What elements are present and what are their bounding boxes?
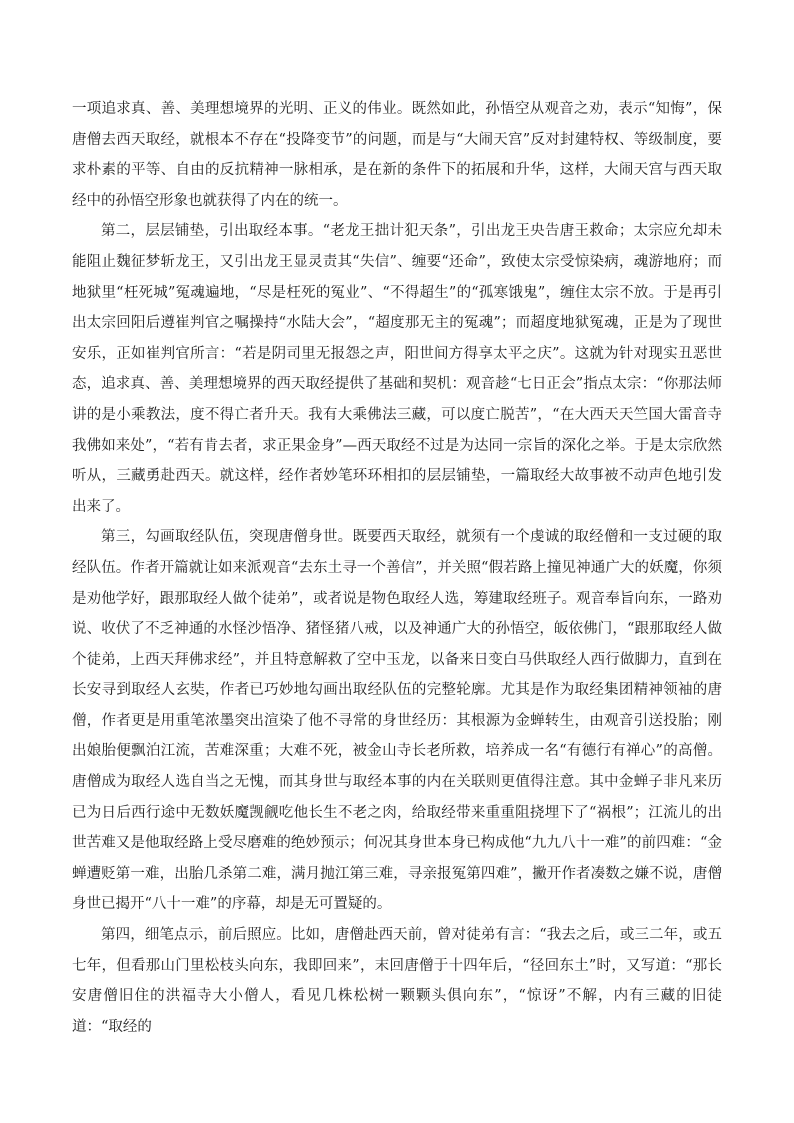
paragraph-2: 第二，层层铺垫，引出取经本事。“老龙王拙计犯天条”，引出龙王央告唐王救命；太宗应允却未能阻止魏征梦斩龙王，又引出龙王显灵责其“失信”、缠要“还命”，致使太宗受惊染病，魂游地府；而地狱里“枉死城”冤魂遍地，“尽是枉死的冤业”、“不得超生”的“孤寒饿鬼”，缠住太宗不放。于是再引出太宗回阳后遵崔判官之嘱操持“水陆大会”，“超度那无主的冤魂”；而超度地狱冤魂，正是为了现世安乐，正如崔判官所言：“若是阴司里无报怨之声，阳世间方得享太平之庆”。这就为针对现实丑恶世态，追求真、善、美理想境界的西天取经提供了基础和契机：观音趁“七日正会”指点太宗：“你那法师讲的是小乘教法，度不得亡者升天。我有大乘佛法三藏，可以度亡脱苦”，“在大西天天竺国大雷音寺我佛如来处”，“若有肯去者，求正果金身”—西天取经不过是为达同一宗旨的深化之举。于是太宗欣然听从，三藏勇赴西天。就这样，经作者妙笔环环相扣的层层铺垫，一篇取经大故事被不动声色地引发出来了。 [72, 223, 722, 515]
paragraph-4: 第四，细笔点示，前后照应。比如，唐僧赴西天前，曾对徒弟有言：“我去之后，或三二年，或五七年，但看那山门里松枝头向东，我即回来”，末回唐僧于十四年后，“径回东土”时，又写道：“那长安唐僧旧住的洪福寺大小僧人，看见几株松树一颗颗头俱向东”，“惊讶”不解，内有三藏的旧徒道：“取经的 [72, 927, 722, 1035]
paragraph-3: 第三，勾画取经队伍，突现唐僧身世。既要西天取经，就须有一个虔诚的取经僧和一支过硬的取经队伍。作者开篇就让如来派观音“去东土寻一个善信”，并关照“假若路上撞见神通广大的妖魔，你须是劝他学好，跟那取经人做个徒弟”，或者说是物色取经人选，筹建取经班子。观音奉旨向东，一路劝说、收伏了不乏神通的水怪沙悟净、猪怪猪八戒，以及神通广大的孙悟空，皈依佛门，“跟那取经人做个徒弟，上西天拜佛求经”，并且特意解救了空中玉龙，以备来日变白马供取经人西行做脚力，直到在长安寻到取经人玄奘，作者已巧妙地勾画出取经队伍的完整轮廓。尤其是作为取经集团精神领袖的唐僧，作者更是用重笔浓墨突出渲染了他不寻常的身世经历：其根源为金蝉转生，由观音引送投胎；刚出娘胎便飘泊江流，苦难深重；大难不死，被金山寺长老所救，培养成一名“有德行有禅心”的高僧。唐僧成为取经人选自当之无愧，而其身世与取经本事的内在关联则更值得注意。其中金蝉子非凡来历已为日后西行途中无数妖魔觊觎吃他长生不老之肉，给取经带来重重阻挠埋下了“祸根”；江流儿的出世苦难又是他取经路上受尽磨难的绝妙预示；何况其身世本身已构成他“九九八十一难”的前四难：“金蝉遭贬第一难，出胎几杀第二难，满月抛江第三难，寻亲报冤第四难”，撇开作者凑数之嫌不说，唐僧身世已揭开“八十一难”的序幕，却是无可置疑的。 [72, 529, 722, 913]
document-page [72, 94, 722, 1042]
paragraph-1: 一项追求真、善、美理想境界的光明、正义的伟业。既然如此，孙悟空从观音之劝，表示“知悔”，保唐僧去西天取经，就根本不存在“投降变节”的问题，而是与“大闹天宫”反对封建特权、等级制度，要求朴素的平等、自由的反抗精神一脉相承，是在新的条件下的拓展和升华，这样，大闹天宫与西天取经中的孙悟空形象也就获得了内在的统一。 [72, 101, 722, 209]
